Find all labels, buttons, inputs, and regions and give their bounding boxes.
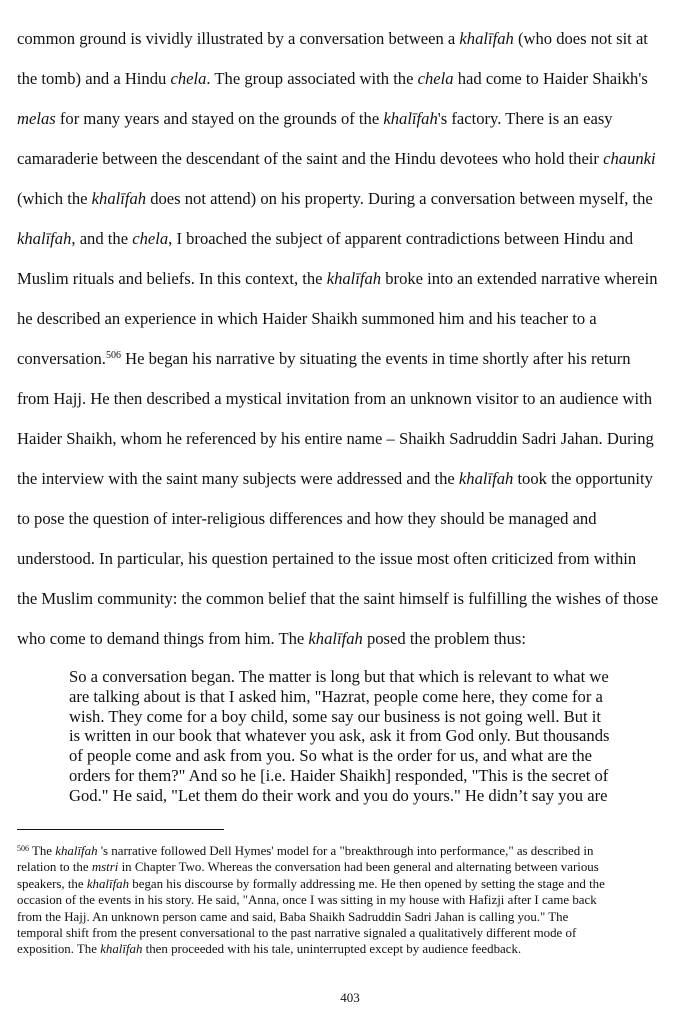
italic-term: khalīfah [459, 29, 514, 48]
footnote-marker: 506 [17, 844, 29, 853]
text-run: The [29, 844, 56, 858]
body-line [17, 219, 693, 259]
text-run: then proceeded with his tale, uninterrupted except by audience feedback. [142, 942, 522, 957]
text-run: is written in our book that whatever you ask, ask it from God only. But thousands [69, 726, 610, 746]
body-line [17, 459, 693, 499]
body-line [17, 499, 693, 539]
text-run: , I broached the subject of apparent contradictions between Hindu and [168, 229, 634, 248]
body-line [17, 179, 693, 219]
text-run: relation to the [17, 860, 92, 875]
text-run: broke into an extended narrative wherein [381, 269, 658, 288]
text-run: common ground is vividly illustrated by a conversation between a [17, 29, 460, 48]
text-run: So a conversation began. The matter is long but that which is relevant to what we [69, 667, 609, 686]
text-run: does not attend) on his property. During a conversation between myself, the [146, 189, 653, 208]
body-line [17, 379, 693, 419]
text-run: Muslim rituals and beliefs. In this context, the [17, 269, 327, 288]
italic-term: khalīfah [326, 269, 382, 288]
italic-term: chela [132, 229, 169, 248]
text-run: the Muslim community: the common belief that the saint himself is fulfilling the wishes of those [17, 589, 659, 608]
page-number: 403 [340, 990, 360, 1005]
text-run: posed the problem thus: [362, 629, 526, 648]
italic-term: chaunki [603, 149, 656, 168]
text-run: God." He said, "Let them do their work and you do yours." He didn’t say you are [69, 785, 608, 805]
text-run: the tomb) and a Hindu [17, 69, 171, 88]
italic-term: khalīfah [308, 629, 363, 648]
quote-line [69, 687, 669, 707]
italic-term: khalīfah [458, 469, 514, 488]
italic-term: chela [417, 69, 454, 88]
quote-line [69, 786, 669, 806]
text-run: (who does not sit at [513, 29, 648, 48]
footnote-marker: 506 [105, 350, 121, 361]
text-run: took the opportunity [513, 469, 653, 488]
text-run: 's factory. There is an easy [437, 109, 613, 128]
text-run: occasion of the events in his story. He said, "Anna, once I was sitting in my house with Hafizji after I came back [17, 893, 597, 908]
text-run: . The group associated with the [206, 69, 418, 88]
footnote-line [17, 909, 693, 925]
italic-term: khalīfah [91, 189, 147, 208]
text-run: (which the [17, 189, 92, 208]
quote-line [69, 667, 669, 687]
text-run: conversation. [17, 349, 106, 368]
text-run: are talking about is that I asked him, "Hazrat, people come here, they come for a [69, 686, 603, 706]
text-run: in Chapter Two. Whereas the conversation had been general and alternating between various [118, 860, 599, 875]
italic-term: melas [17, 109, 56, 128]
text-run: camaraderie between the descendant of the saint and the Hindu devotees who hold their [17, 149, 604, 168]
footnote-line [17, 859, 693, 875]
body-line [17, 419, 693, 459]
text-run: speakers, the [17, 876, 87, 891]
italic-term: khalīfah [55, 844, 98, 858]
body-line [17, 259, 693, 299]
text-run: to pose the question of inter-religious differences and how they should be managed and [17, 509, 597, 528]
quote-line [69, 766, 669, 786]
body-line [17, 619, 693, 659]
text-run: of people come and ask from you. So what is the order for us, and what are the [69, 746, 593, 766]
text-run: exposition. The [17, 942, 101, 957]
text-run: from Hajj. He then described a mystical invitation from an unknown visitor to an audience with [17, 389, 653, 408]
text-run: Haider Shaikh, whom he referenced by his entire name – Shaikh Sadruddin Sadri Jahan. During [17, 429, 654, 448]
text-run: who come to demand things from him. The [17, 629, 309, 648]
body-line [17, 579, 693, 619]
text-run: he described an experience in which Haider Shaikh summoned him and his teacher to a [17, 309, 597, 328]
quote-line [69, 746, 669, 766]
italic-term: khalīfah [86, 876, 130, 891]
text-run: the interview with the saint many subjects were addressed and the [17, 469, 459, 488]
italic-term: khalīfah [17, 229, 72, 248]
italic-term: mstri [91, 860, 119, 875]
footnote-line [17, 941, 693, 957]
footnote-divider [17, 829, 224, 830]
italic-term: chela [170, 69, 207, 88]
text-run: from the Hajj. An unknown person came and said, Baba Shaikh Sadruddin Sadri Jahan is calling you." The [17, 909, 569, 924]
footnote-line [17, 925, 693, 941]
text-run: , and the [71, 229, 133, 248]
footnote-line [17, 892, 693, 908]
text-run: temporal shift from the present conversational to the past narrative signaled a qualitatively different mode of [17, 926, 577, 941]
body-line [17, 539, 693, 579]
text-run: wish. They come for a boy child, some say our business is not going well. But it [69, 706, 602, 726]
text-run: 's narrative followed Dell Hymes' model for a "breakthrough into performance," as described in [97, 844, 594, 858]
italic-term: khalīfah [100, 942, 143, 957]
body-text [17, 24, 693, 659]
body-line [17, 59, 693, 99]
quote-line [69, 726, 669, 746]
quote-line [69, 707, 669, 727]
text-run: understood. In particular, his question pertained to the issue most often criticized from within [17, 549, 637, 568]
text-run: orders for them?" And so he [i.e. Haider Shaikh] responded, "This is the secret of [69, 765, 609, 785]
body-line [17, 139, 693, 179]
italic-term: khalīfah [383, 109, 438, 128]
body-line [17, 299, 693, 339]
footnote-line [17, 876, 693, 892]
body-line [17, 339, 693, 379]
body-line [17, 99, 693, 139]
body-line [17, 19, 693, 59]
footnote [17, 843, 693, 958]
text-run: had come to Haider Shaikh's [453, 69, 648, 88]
text-run: began his discourse by formally addressing me. He then opened by setting the stage and the [129, 876, 605, 891]
footnote-line [17, 843, 693, 859]
text-run: He began his narrative by situating the events in time shortly after his return [120, 349, 631, 368]
block-quote [69, 667, 669, 806]
text-run: for many years and stayed on the grounds of the [55, 109, 384, 128]
